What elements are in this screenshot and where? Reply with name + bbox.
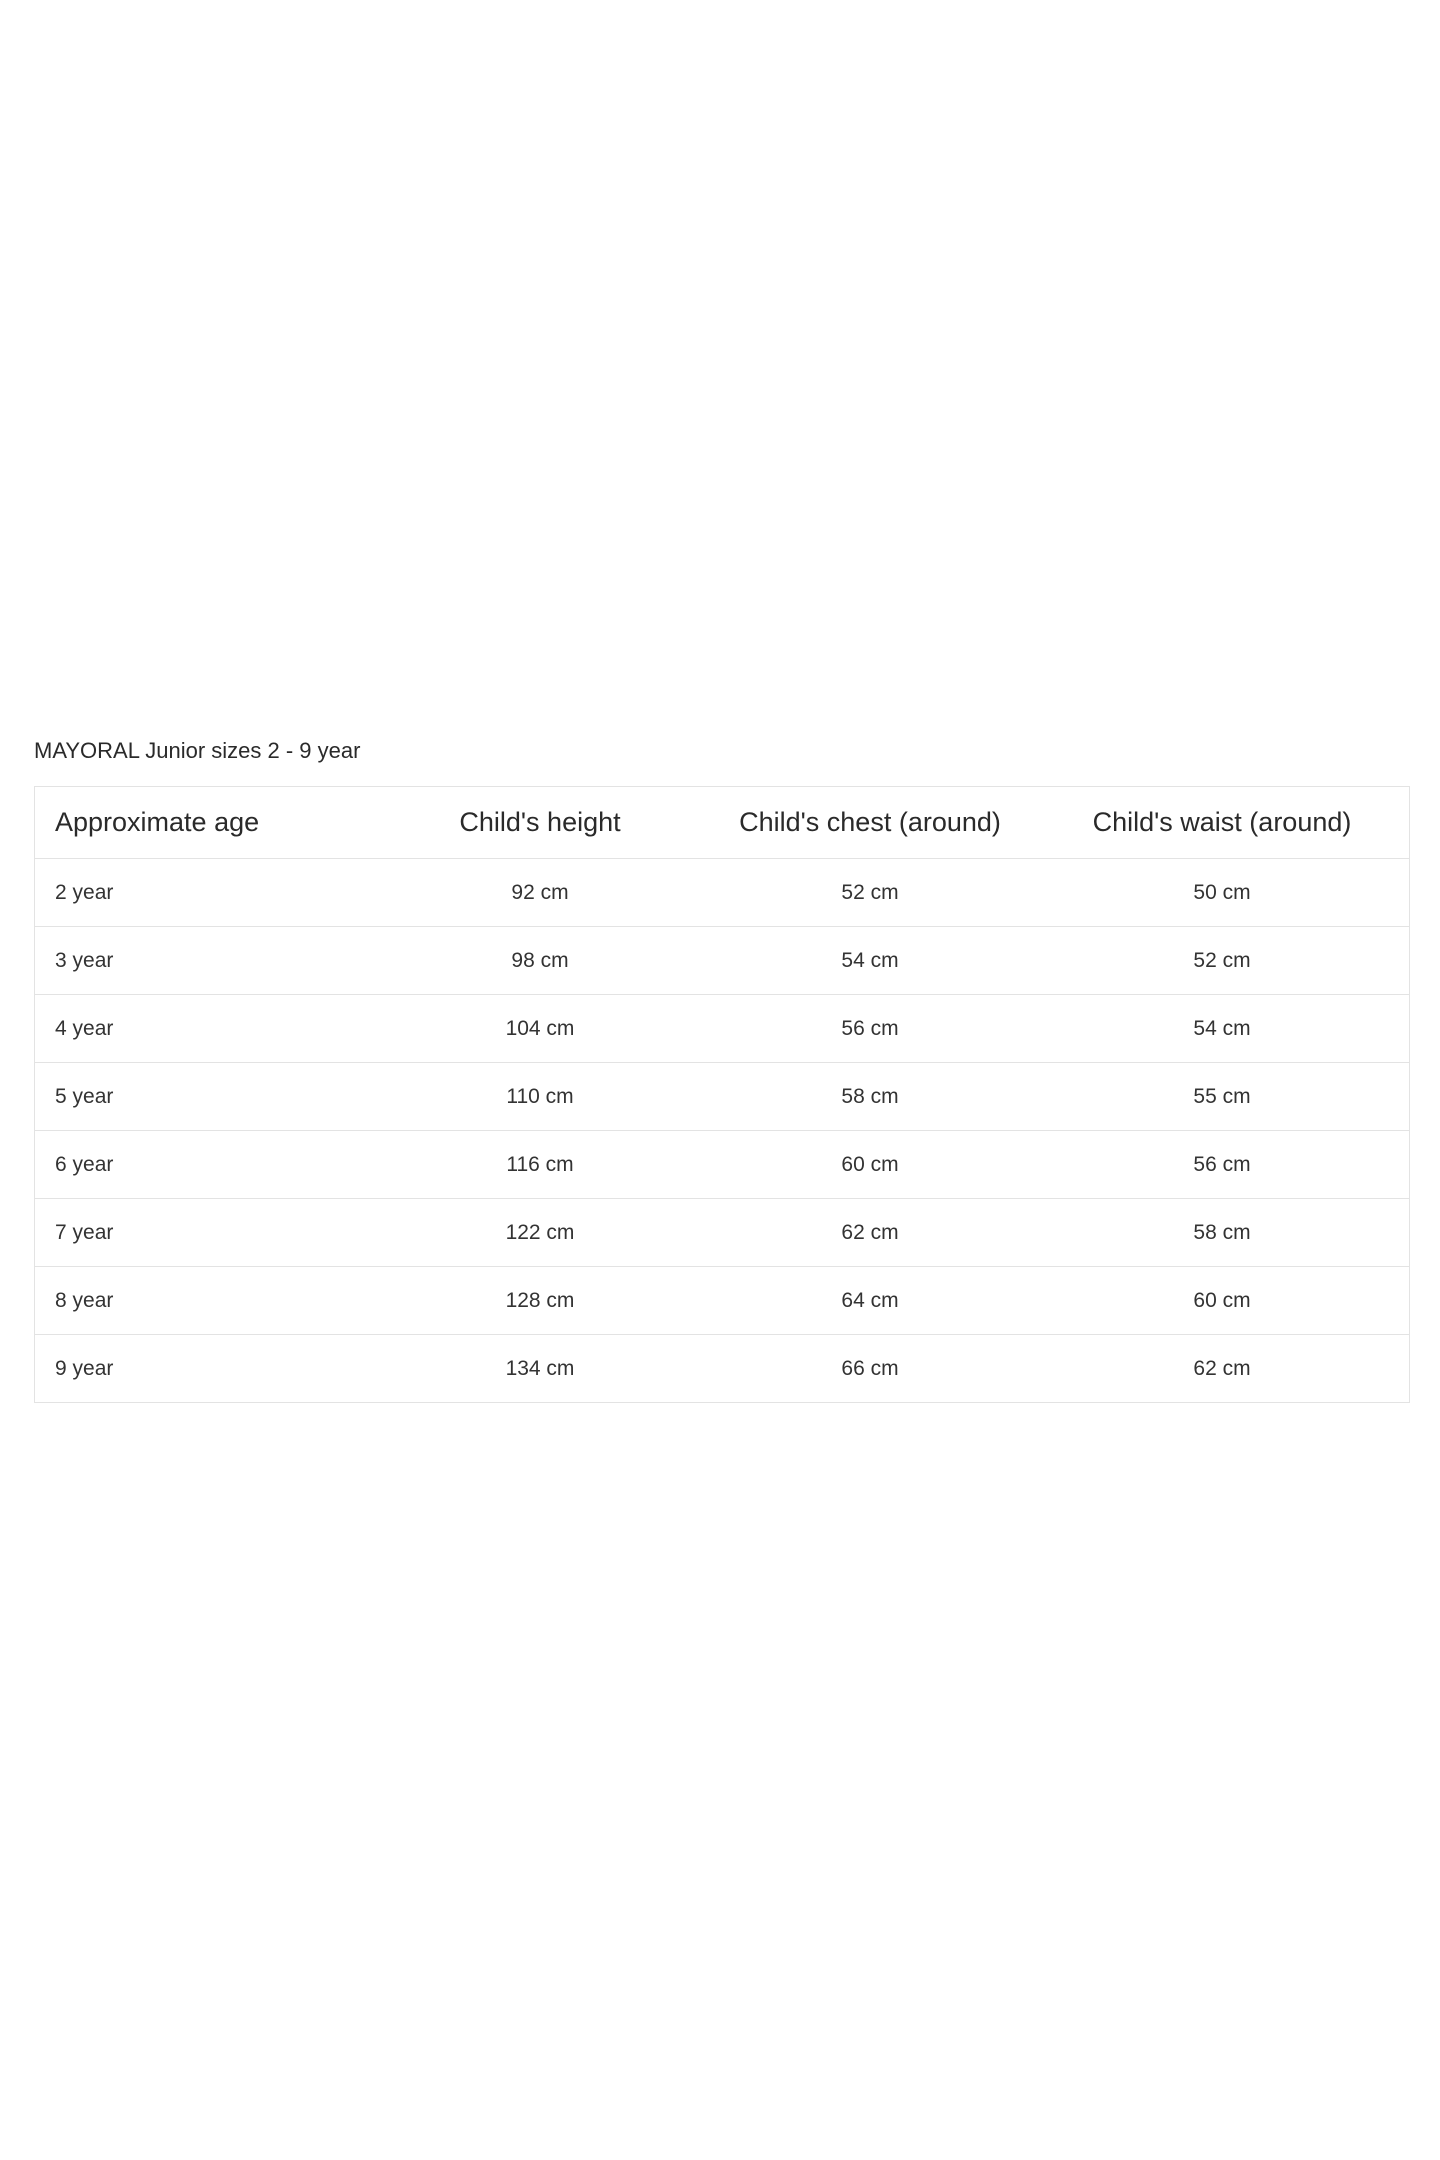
cell-height: 116 cm bbox=[375, 1131, 705, 1199]
cell-age: 3 year bbox=[35, 927, 376, 995]
table-row bbox=[35, 1199, 1410, 1267]
table-row bbox=[35, 859, 1410, 927]
cell-age: 7 year bbox=[35, 1199, 376, 1267]
chart-title: MAYORAL Junior sizes 2 - 9 year bbox=[34, 738, 361, 763]
cell-age: 4 year bbox=[35, 995, 376, 1063]
cell-waist: 54 cm bbox=[1035, 995, 1410, 1063]
table-row bbox=[35, 927, 1410, 995]
cell-age: 9 year bbox=[35, 1335, 376, 1403]
cell-chest: 54 cm bbox=[705, 927, 1035, 995]
table-row bbox=[35, 995, 1410, 1063]
cell-waist: 60 cm bbox=[1035, 1267, 1410, 1335]
size-chart bbox=[34, 736, 1410, 1403]
cell-chest: 60 cm bbox=[705, 1131, 1035, 1199]
header-row bbox=[35, 787, 1410, 859]
cell-chest: 66 cm bbox=[705, 1335, 1035, 1403]
cell-waist: 50 cm bbox=[1035, 859, 1410, 927]
cell-chest: 62 cm bbox=[705, 1199, 1035, 1267]
cell-waist: 55 cm bbox=[1035, 1063, 1410, 1131]
table-row bbox=[35, 1267, 1410, 1335]
cell-waist: 58 cm bbox=[1035, 1199, 1410, 1267]
cell-chest: 52 cm bbox=[705, 859, 1035, 927]
cell-chest: 64 cm bbox=[705, 1267, 1035, 1335]
size-table bbox=[34, 786, 1410, 1403]
header-childs-waist: Child's waist (around) bbox=[1035, 787, 1410, 859]
table-row bbox=[35, 1131, 1410, 1199]
cell-waist: 52 cm bbox=[1035, 927, 1410, 995]
table-header bbox=[35, 787, 1410, 859]
cell-height: 98 cm bbox=[375, 927, 705, 995]
table-body bbox=[35, 859, 1410, 1403]
header-approximate-age: Approximate age bbox=[35, 787, 376, 859]
cell-chest: 58 cm bbox=[705, 1063, 1035, 1131]
cell-height: 134 cm bbox=[375, 1335, 705, 1403]
table-row bbox=[35, 1335, 1410, 1403]
cell-height: 92 cm bbox=[375, 859, 705, 927]
table-row bbox=[35, 1063, 1410, 1131]
cell-age: 8 year bbox=[35, 1267, 376, 1335]
cell-age: 2 year bbox=[35, 859, 376, 927]
cell-height: 104 cm bbox=[375, 995, 705, 1063]
cell-age: 5 year bbox=[35, 1063, 376, 1131]
cell-height: 122 cm bbox=[375, 1199, 705, 1267]
header-childs-height: Child's height bbox=[375, 787, 705, 859]
cell-waist: 62 cm bbox=[1035, 1335, 1410, 1403]
cell-chest: 56 cm bbox=[705, 995, 1035, 1063]
cell-height: 128 cm bbox=[375, 1267, 705, 1335]
cell-waist: 56 cm bbox=[1035, 1131, 1410, 1199]
header-childs-chest: Child's chest (around) bbox=[705, 787, 1035, 859]
cell-height: 110 cm bbox=[375, 1063, 705, 1131]
cell-age: 6 year bbox=[35, 1131, 376, 1199]
